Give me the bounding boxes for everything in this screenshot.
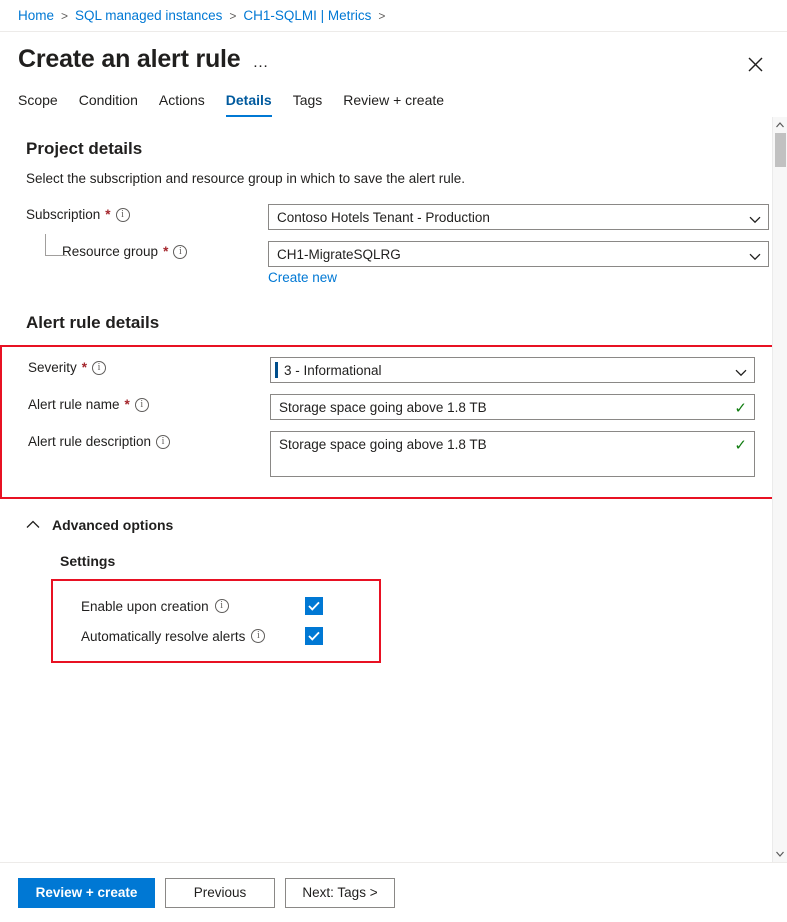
required-marker: * xyxy=(105,207,111,222)
severity-row xyxy=(20,357,755,383)
advanced-options-label: Advanced options xyxy=(52,517,174,533)
create-new-resource-group-link[interactable]: Create new xyxy=(268,270,338,285)
subscription-label-group xyxy=(18,204,268,222)
subscription-label: Subscription xyxy=(26,207,101,222)
resource-group-row xyxy=(18,241,769,287)
automatically-resolve-alerts-row xyxy=(53,621,379,651)
alert-rule-description-control xyxy=(270,431,755,482)
settings-highlight xyxy=(51,579,381,663)
vertical-scrollbar[interactable] xyxy=(772,117,787,862)
breadcrumb-separator-icon: > xyxy=(229,8,237,23)
enable-upon-creation-label-group xyxy=(81,599,305,614)
breadcrumb-separator-icon: > xyxy=(61,8,69,23)
alert-rule-name-label-group xyxy=(20,394,270,412)
subscription-row xyxy=(18,204,769,230)
blade-body xyxy=(0,117,787,862)
enable-upon-creation-label: Enable upon creation xyxy=(81,598,209,614)
advanced-options-toggle[interactable] xyxy=(26,517,769,533)
tab-list xyxy=(0,78,787,117)
info-icon[interactable]: i xyxy=(156,435,170,449)
required-marker: * xyxy=(124,397,130,412)
footer-actions xyxy=(0,862,787,922)
close-button[interactable] xyxy=(741,50,769,78)
checkmark-icon xyxy=(308,601,320,611)
tab-actions[interactable]: Actions xyxy=(158,92,205,108)
alert-rule-details-heading: Alert rule details xyxy=(26,313,160,332)
valid-check-icon: ✓ xyxy=(734,400,747,417)
close-icon xyxy=(748,57,763,72)
automatically-resolve-alerts-label: Automatically resolve alerts xyxy=(81,628,246,644)
automatically-resolve-alerts-checkbox[interactable] xyxy=(305,627,323,645)
tab-review-create[interactable]: Review + create xyxy=(343,92,445,108)
info-icon[interactable]: i xyxy=(173,245,187,259)
automatically-resolve-alerts-label-group xyxy=(81,629,305,644)
alert-rule-description-input[interactable] xyxy=(270,431,755,477)
info-icon[interactable]: i xyxy=(215,599,229,613)
severity-label: Severity xyxy=(28,360,77,375)
enable-upon-creation-checkbox[interactable] xyxy=(305,597,323,615)
alert-rule-description-label-group xyxy=(20,431,270,449)
more-options-button[interactable]: … xyxy=(252,54,270,71)
resource-group-label: Resource group xyxy=(62,244,159,259)
info-icon[interactable]: i xyxy=(251,629,265,643)
severity-color-indicator xyxy=(275,362,278,378)
project-details-description: Select the subscription and resource group in which to save the alert rule. xyxy=(26,171,465,186)
checkmark-icon xyxy=(308,631,320,641)
enable-upon-creation-row xyxy=(53,591,379,621)
severity-select[interactable] xyxy=(270,357,755,383)
subscription-control xyxy=(268,204,769,230)
titlebar xyxy=(0,32,787,78)
review-create-button[interactable]: Review + create xyxy=(18,878,155,908)
page-title: Create an alert rule xyxy=(18,45,241,73)
settings-heading: Settings xyxy=(60,553,116,569)
chevron-up-icon xyxy=(26,518,40,532)
alert-rule-name-input[interactable] xyxy=(270,394,755,420)
breadcrumb-item-sql-managed-instances[interactable]: SQL managed instances xyxy=(75,8,223,23)
alert-rule-name-label: Alert rule name xyxy=(28,397,120,412)
required-marker: * xyxy=(81,360,88,375)
alert-rule-name-row xyxy=(20,394,755,420)
form-content xyxy=(0,117,787,663)
alert-rule-description-label: Alert rule description xyxy=(28,434,152,449)
breadcrumb xyxy=(0,0,787,32)
resource-group-control xyxy=(268,241,769,287)
alert-rule-details-highlight xyxy=(0,345,787,499)
scroll-up-button[interactable] xyxy=(773,117,787,133)
info-icon[interactable]: i xyxy=(92,361,106,375)
breadcrumb-item-ch1-sqlmi-metrics[interactable]: CH1-SQLMI | Metrics xyxy=(243,8,372,23)
alert-rule-name-control xyxy=(270,394,755,420)
info-icon[interactable]: i xyxy=(116,208,130,222)
breadcrumb-item-home[interactable]: Home xyxy=(18,8,55,23)
previous-button[interactable]: Previous xyxy=(165,878,275,908)
severity-control xyxy=(270,357,755,383)
scrollbar-thumb[interactable] xyxy=(775,133,786,167)
scroll-down-button[interactable] xyxy=(773,846,787,862)
subscription-select[interactable] xyxy=(268,204,769,230)
tab-details[interactable]: Details xyxy=(226,92,272,117)
next-tags-button[interactable]: Next: Tags > xyxy=(285,878,395,908)
tree-connector xyxy=(45,234,67,256)
tab-condition[interactable]: Condition xyxy=(78,92,138,108)
tab-tags[interactable]: Tags xyxy=(292,92,323,108)
info-icon[interactable]: i xyxy=(135,398,149,412)
valid-check-icon: ✓ xyxy=(734,437,747,454)
resource-group-select[interactable] xyxy=(268,241,769,267)
alert-rule-description-row xyxy=(20,431,755,482)
severity-label-group xyxy=(20,357,270,375)
required-marker: * xyxy=(163,244,169,259)
project-details-heading: Project details xyxy=(26,139,143,158)
tab-scope[interactable]: Scope xyxy=(18,92,58,108)
breadcrumb-separator-icon: > xyxy=(378,8,386,23)
